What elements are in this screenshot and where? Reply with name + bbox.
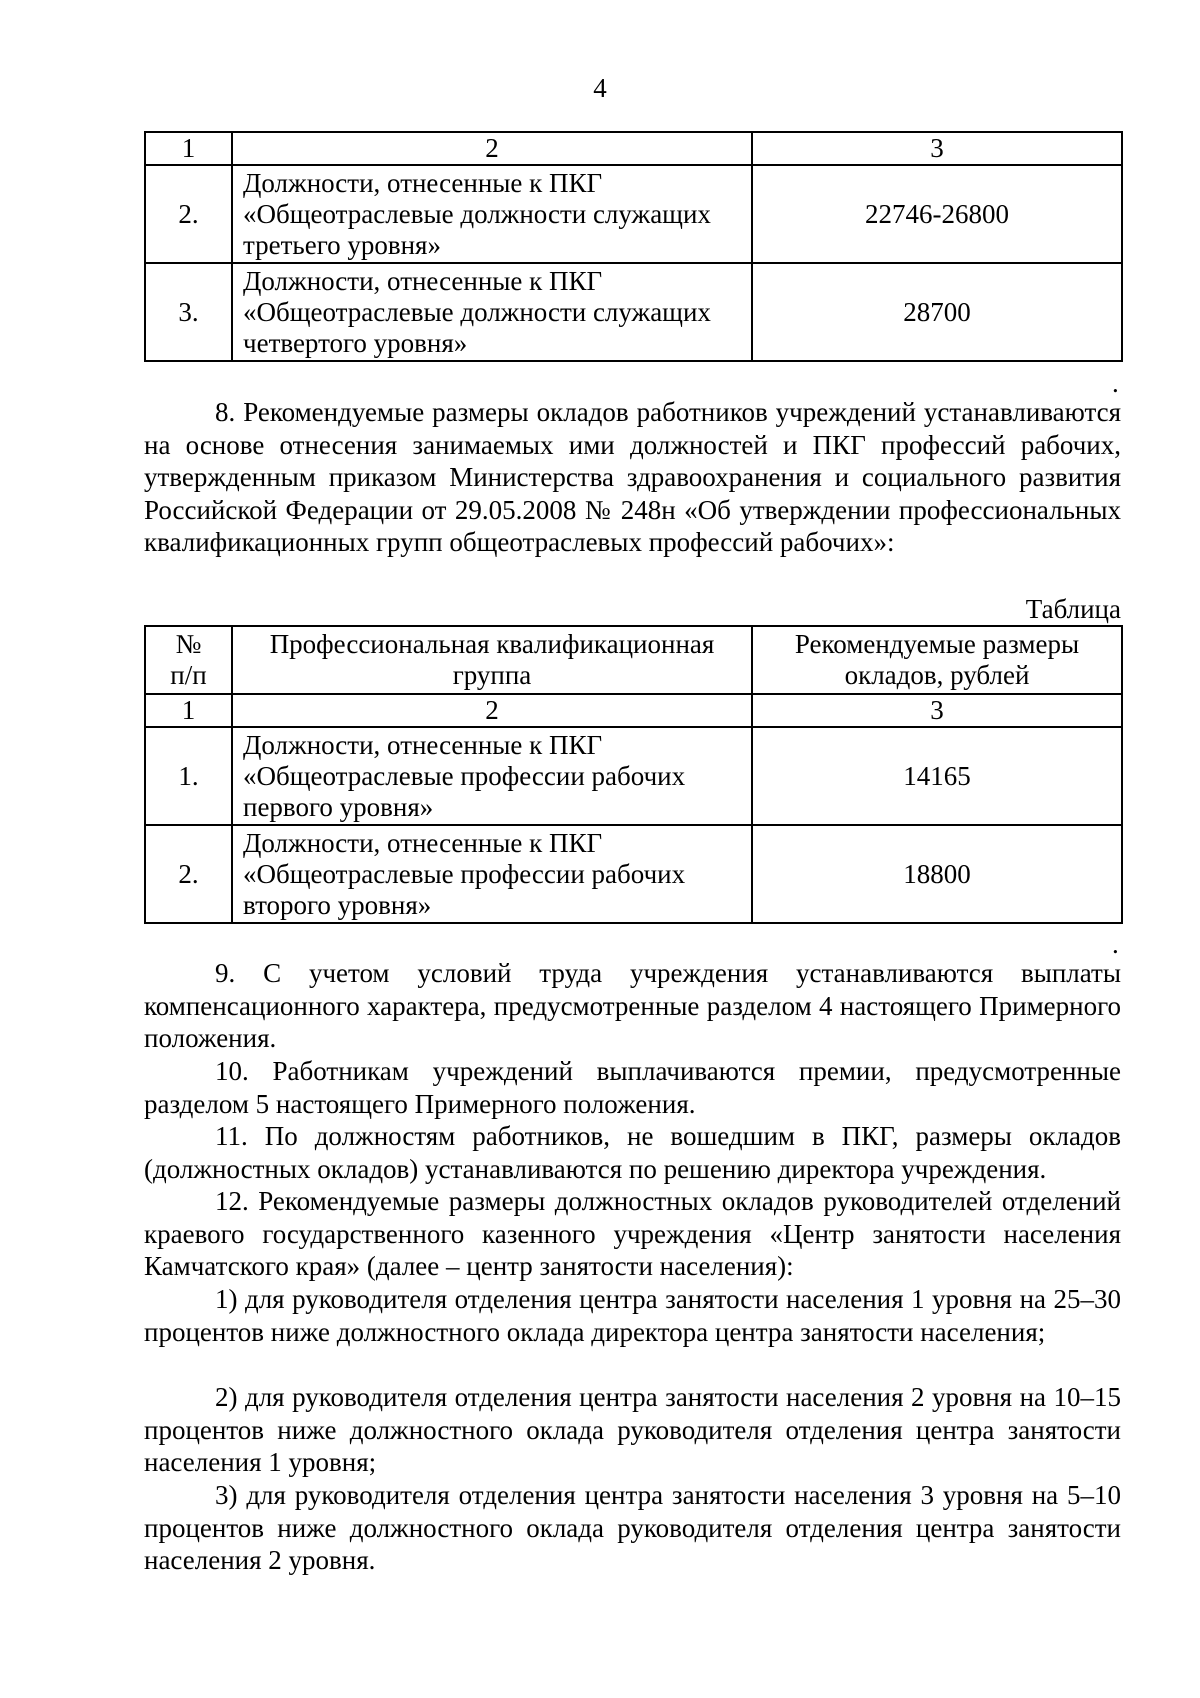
table-row [145,165,1122,263]
list-item-1: 1) для руководителя отделения центра занятости населения 1 уровня на 25–30 процентов ниже должностного оклада директора центра занятости населения; [144,1284,1121,1347]
column-index: 1 [145,694,232,727]
row-number: 3. [145,263,232,361]
table-row [145,263,1122,361]
group-line: Должности, отнесенные к ПКГ [243,167,603,198]
group-line: Должности, отнесенные к ПКГ [243,729,603,760]
paragraph-8: 8. Рекомендуемые размеры окладов работников учреждений устанавливаются на основе отнесения занимаемых ими должностей и ПКГ профессий рабочих, утвержденным приказом Министерства здравоохранения и социального развития Российской Федерации от 29.05.2008 № 248н «Об утверждении профессиональных квалификационных групп общеотраслевых профессий рабочих»: [144,397,1121,558]
trailing-dot: . [1112,368,1119,398]
table-row [145,825,1122,923]
column-index: 2 [232,694,752,727]
table-index-row [145,132,1122,165]
salary-table-workers [144,625,1123,924]
column-index: 3 [752,132,1122,165]
row-number: 1. [145,727,232,825]
header-line: п/п [170,660,207,690]
list-item-2: 2) для руководителя отделения центра занятости населения 2 уровня на 10–15 процентов ниже должностного оклада руководителя отделения центра занятости населения 1 уровня; [144,1382,1121,1478]
column-index: 2 [232,132,752,165]
header-line: окладов, рублей [844,660,1030,690]
column-index: 1 [145,132,232,165]
group-line: Должности, отнесенные к ПКГ [243,265,603,296]
header-line: № [175,629,202,659]
header-salary [752,626,1122,694]
header-group [232,626,752,694]
group-line: «Общеотраслевые профессии рабочих [243,858,686,889]
column-index: 3 [752,694,1122,727]
header-line: Профессиональная квалификационная [269,629,715,659]
salary-table-employees [144,131,1123,362]
group-line: четвертого уровня» [243,327,468,358]
group-line: третьего уровня» [243,229,441,260]
qualification-group [232,263,752,361]
group-line: «Общеотраслевые должности служащих [243,296,711,327]
qualification-group [232,165,752,263]
group-line: второго уровня» [243,889,432,920]
salary-value: 18800 [752,825,1122,923]
header-number [145,626,232,694]
table-caption: Таблица [1025,594,1121,624]
header-line: Рекомендуемые размеры [794,629,1080,659]
qualification-group [232,727,752,825]
paragraph-10: 10. Работникам учреждений выплачиваются премии, предусмотренные разделом 5 настоящего Примерного положения. [144,1056,1121,1119]
page-number: 4 [593,73,607,103]
salary-value: 28700 [752,263,1122,361]
table-index-row [145,694,1122,727]
group-line: Должности, отнесенные к ПКГ [243,827,603,858]
trailing-dot: . [1112,929,1119,959]
salary-value: 22746-26800 [752,165,1122,263]
table-header-row [145,626,1122,694]
table-row [145,727,1122,825]
group-line: «Общеотраслевые должности служащих [243,198,711,229]
salary-value: 14165 [752,727,1122,825]
group-line: первого уровня» [243,791,434,822]
row-number: 2. [145,165,232,263]
row-number: 2. [145,825,232,923]
header-line: группа [452,660,532,690]
qualification-group [232,825,752,923]
paragraph-12: 12. Рекомендуемые размеры должностных окладов руководителей отделений краевого государственного казенного учреждения «Центр занятости населения Камчатского края» (далее – центр занятости населения): [144,1186,1121,1282]
list-item-3: 3) для руководителя отделения центра занятости населения 3 уровня на 5–10 процентов ниже должностного оклада руководителя отделения центра занятости населения 2 уровня. [144,1480,1121,1576]
paragraph-9: 9. С учетом условий труда учреждения устанавливаются выплаты компенсационного характера, предусмотренные разделом 4 настоящего Примерного положения. [144,958,1121,1054]
paragraph-11: 11. По должностям работников, не вошедшим в ПКГ, размеры окладов (должностных окладов) устанавливаются по решению директора учреждения. [144,1121,1121,1184]
group-line: «Общеотраслевые профессии рабочих [243,760,686,791]
